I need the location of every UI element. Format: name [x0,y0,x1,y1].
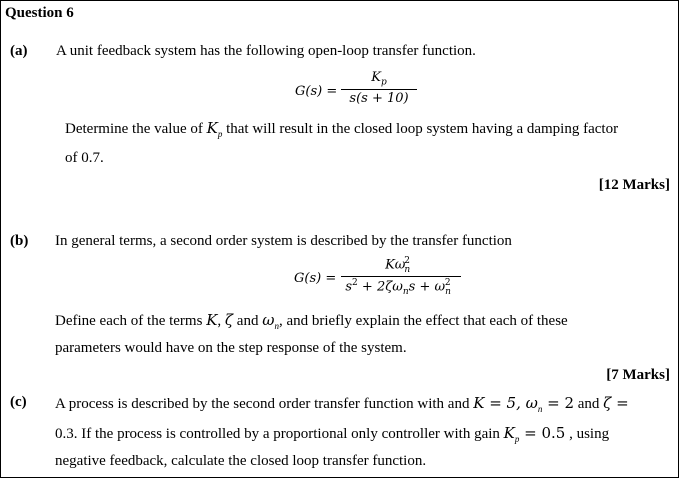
part-c-label: (c) [10,394,27,410]
part-a-intro: A unit feedback system has the following open-loop transfer function. [56,43,476,59]
part-c-line-2: 0.3. If the process is controlled by a proportional only controller with gain $K_p = 0.5$ , using [55,424,610,444]
part-b-equation-lhs: G(s) = [294,271,337,286]
part-b-intro: In general terms, a second order system is described by the transfer function [55,233,512,249]
part-a-label: (a) [10,43,28,59]
part-a-equation-fraction: $K_p$ s(s + 10) [341,70,417,106]
part-b-marks: [7 Marks] [606,367,670,383]
part-a-line-1: Determine the value of $K_p$ that will result in the closed loop system having a damping factor [65,119,619,139]
part-b-line-2: parameters would have on the step response of the system. [55,340,407,356]
part-c-line-1: A process is described by the second order transfer function with and K = 5, $\omega_n = 2$ and ζ = [55,394,629,414]
question-title: Question 6 [5,5,74,21]
part-a-marks: [12 Marks] [598,177,670,193]
part-a-line-2: of 0.7. [65,150,104,166]
part-b-line-1: Define each of the terms K, ζ and $\omega_n$, and briefly explain the effect that each of these [55,311,568,331]
part-c-line-3: negative feedback, calculate the closed loop transfer function. [55,453,427,469]
part-b-label: (b) [10,233,29,249]
part-b-equation-fraction: $K\omega_n^2$ $s^2 + 2\zeta\omega_ns + \omega_n^2$ [341,256,461,297]
part-a-equation-lhs: G(s) = [295,84,338,99]
